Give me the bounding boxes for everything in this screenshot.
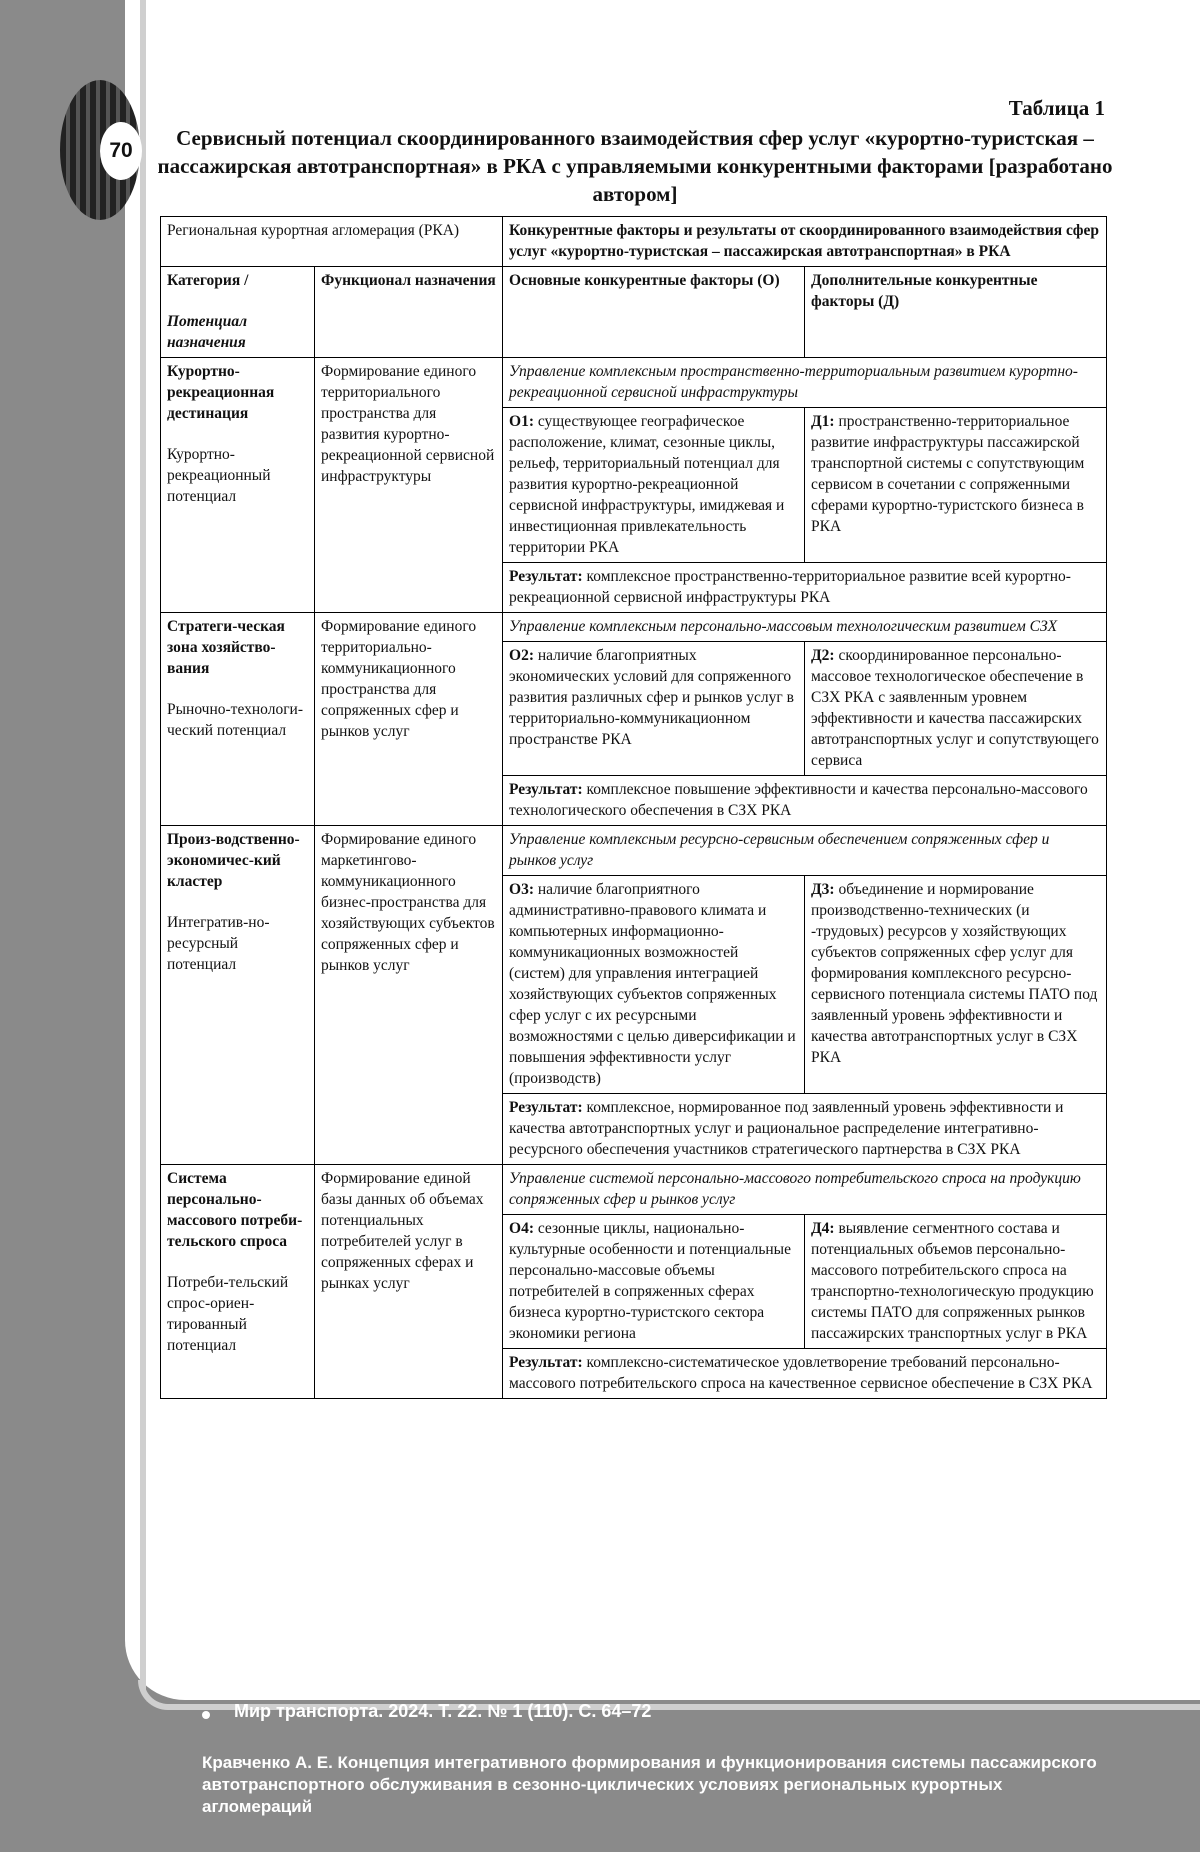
additional-factor-cell <box>805 1215 1107 1349</box>
result-label: Результат: <box>509 1099 583 1116</box>
basic-factor-code: О2: <box>509 647 534 664</box>
category-cell <box>161 826 315 1165</box>
table-title: Сервисный потенциал скоординированного взаимодействия сфер услуг «курортно-туристская – пассажирская автотранспортная» в РКА с управляемыми конкурентными факторами [разработано автором] <box>157 126 1113 206</box>
table-row <box>161 613 1107 642</box>
result-label: Результат: <box>509 568 583 585</box>
category-name: Курортно-рекреационная дестинация <box>167 363 275 422</box>
bullet-icon <box>202 1711 210 1719</box>
potential-name: Интегратив-но-ресурсный потенциал <box>167 914 270 973</box>
category-cell <box>161 613 315 826</box>
management-cell: Управление комплексным персонально-массовым технологическим развитием СЗХ <box>503 613 1107 642</box>
basic-factor-code: О1: <box>509 413 534 430</box>
functional-cell: Формирование единого маркетингово-коммуникационного бизнес-пространства для хозяйствующих субъектов сопряженных сфер и рынков услуг <box>315 826 503 1165</box>
category-name: Произ-водственно-экономичес-кий кластер <box>167 831 300 890</box>
additional-factor-cell <box>805 642 1107 776</box>
functional-cell: Формирование единого территориально-коммуникационного пространства для сопряженных сфер и рынков услуг <box>315 613 503 826</box>
header-potential: Потенциал назначения <box>167 313 248 351</box>
potential-name: Курортно-рекреационный потенциал <box>167 446 271 505</box>
result-text: комплексное повышение эффективности и качества персонально-массового технологического обеспечения в СЗХ РКА <box>509 781 1088 819</box>
additional-factor-code: Д4: <box>811 1220 835 1237</box>
additional-factor-text: выявление сегментного состава и потенциальных объемов персонально-массового потребительского спроса на транспортно-технологическую продукцию системы ПАТО для сопряженных рынков пассажирских транспортных услуг в РКА <box>811 1220 1094 1342</box>
result-text: комплексно-систематическое удовлетворение требований персонально-массового потребительского спроса на качественное сервисное обеспечение в СЗХ РКА <box>509 1354 1093 1392</box>
table-row <box>161 826 1107 876</box>
header-row-1 <box>161 217 1107 267</box>
table-row <box>161 358 1107 408</box>
additional-factor-cell <box>805 876 1107 1094</box>
basic-factor-cell <box>503 1215 805 1349</box>
footer-journal: Мир транспорта. 2024. Т. 22. № 1 (110). С. 64–72 <box>234 1701 652 1721</box>
result-text: комплексное, нормированное под заявленный уровень эффективности и качества автотранспортных услуг и рациональное распределение интегративно-ресурсного обеспечения участников стратегического партнерства в СЗХ РКА <box>509 1099 1064 1158</box>
basic-factor-text: существующее географическое расположение, климат, сезонные циклы, рельеф, территориальный потенциал для развития курортно-рекреационной сервисной инфраструктуры, имиджевая и инвестиционная привлекательность территории РКА <box>509 413 785 556</box>
additional-factor-text: скоординированное персонально-массовое технологическое обеспечение в СЗХ РКА с заявленным уровнем эффективности и качества пассажирских автотранспортных услуг и сопутствующего сервиса <box>811 647 1099 769</box>
result-cell <box>503 563 1107 613</box>
result-cell <box>503 1094 1107 1165</box>
result-label: Результат: <box>509 781 583 798</box>
basic-factor-code: О4: <box>509 1220 534 1237</box>
header-additional: Дополнительные конкурентные факторы (Д) <box>805 267 1107 358</box>
potential-name: Рыночно-технологи-ческий потенциал <box>167 701 304 739</box>
category-cell <box>161 1165 315 1399</box>
header-category-cell <box>161 267 315 358</box>
basic-factor-code: О3: <box>509 881 534 898</box>
potential-name: Потреби-тельский спрос-ориен-тированный потенциал <box>167 1274 289 1354</box>
basic-factor-cell <box>503 876 805 1094</box>
result-cell <box>503 1349 1107 1399</box>
additional-factor-cell <box>805 408 1107 563</box>
management-cell: Управление комплексным пространственно-территориальным развитием курортно-рекреационной сервисной инфраструктуры <box>503 358 1107 408</box>
management-cell: Управление системой персонально-массового потребительского спроса на продукцию сопряженных сфер и рынков услуг <box>503 1165 1107 1215</box>
header-row-2 <box>161 267 1107 358</box>
category-cell <box>161 358 315 613</box>
header-category: Категория / <box>167 272 249 289</box>
header-factors: Конкурентные факторы и результаты от скоординированного взаимодействия сфер услуг «курортно-туристская – пассажирская автотранспортная» в РКА <box>503 217 1107 267</box>
result-label: Результат: <box>509 1354 583 1371</box>
table-row <box>161 1165 1107 1215</box>
additional-factor-text: пространственно-территориальное развитие инфраструктуры пассажирской транспортной системы с сопутствующим сервисом в сочетании с сопряженными сферами курортно-туристского бизнеса в РКА <box>811 413 1085 535</box>
result-cell <box>503 776 1107 826</box>
page-number: 70 <box>100 122 142 180</box>
basic-factor-text: наличие благоприятных экономических условий для сопряженного развития различных сфер и рынков услуг в территориально-коммуникационном пространстве РКА <box>509 647 794 748</box>
additional-factor-code: Д3: <box>811 881 835 898</box>
functional-cell: Формирование единого территориального пространства для развития курортно-рекреационной сервисной инфраструктуры <box>315 358 503 613</box>
result-text: комплексное пространственно-территориальное развитие всей курортно-рекреационной сервисной инфраструктуры РКА <box>509 568 1071 606</box>
header-basic: Основные конкурентные факторы (О) <box>503 267 805 358</box>
service-potential-table <box>160 216 1107 1399</box>
basic-factor-text: наличие благоприятного административно-правового климата и компьютерных информационно-коммуникационных возможностей (систем) для управления интеграцией хозяйствующих субъектов сопряженных сфер услуг с их ресурсными возможностями с целью диверсификации и повышения эффективности услуг (производств) <box>509 881 796 1087</box>
basic-factor-text: сезонные циклы, национально-культурные особенности и потенциальные персонально-массовые объемы потребителей в сопряженных сферах бизнеса курортно-туристского сектора экономики региона <box>509 1220 791 1342</box>
page-edge-decoration <box>140 0 146 1690</box>
functional-cell: Формирование единой базы данных об объемах потенциальных потребителей услуг в сопряженных сферах и рынках услуг <box>315 1165 503 1399</box>
additional-factor-code: Д2: <box>811 647 835 664</box>
header-functional: Функционал назначения <box>315 267 503 358</box>
header-rka: Региональная курортная агломерация (РКА) <box>161 217 503 267</box>
table-label: Таблица 1 <box>1008 96 1105 120</box>
additional-factor-text: объединение и нормирование производственно-технических (и -трудовых) ресурсов у хозяйствующих субъектов сопряженных сфер услуг для формирования комплексного ресурсно-сервисного потенциала системы ПАТО под заявленный уровень эффективности и качества автотранспортных услуг в СЗХ РКА <box>811 881 1098 1066</box>
basic-factor-cell <box>503 408 805 563</box>
management-cell: Управление комплексным ресурсно-сервисным обеспечением сопряженных сфер и рынков услуг <box>503 826 1107 876</box>
category-name: Система персонально-массового потреби-тельского спроса <box>167 1170 303 1250</box>
category-name: Стратеги-ческая зона хозяйство-вания <box>167 618 285 677</box>
footer-article: Кравченко А. Е. Концепция интегративного формирования и функционирования системы пассажирского автотранспортного обслуживания в сезонно-циклических условиях региональных курортных агломераций <box>202 1753 1097 1816</box>
basic-factor-cell <box>503 642 805 776</box>
additional-factor-code: Д1: <box>811 413 835 430</box>
